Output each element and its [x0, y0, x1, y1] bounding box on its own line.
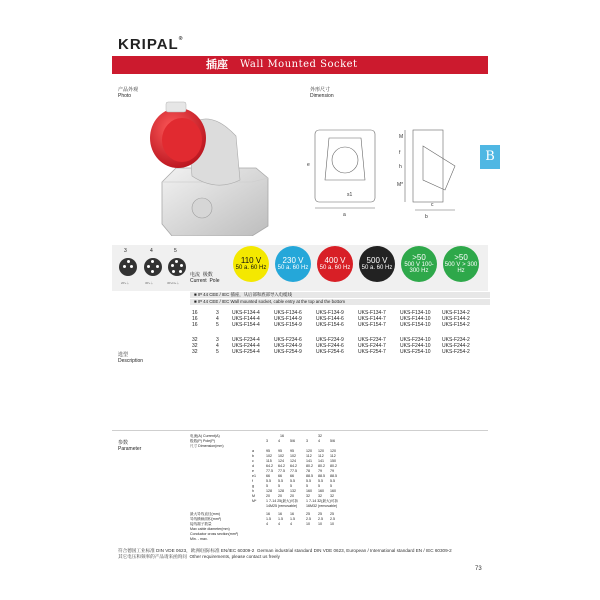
param-value: 2.5 — [318, 517, 323, 521]
product-photo — [144, 96, 276, 236]
legend-3p: 2P+⏚ — [121, 281, 130, 285]
param-value: 5 — [278, 484, 280, 488]
amps-16: 16 — [280, 434, 284, 438]
order-code: UKS-F244-7 — [358, 343, 386, 349]
param-value: 20 — [266, 494, 270, 498]
param-value: 80.2 — [318, 464, 325, 468]
description-label-zh: 选型 — [118, 352, 129, 358]
param-value: 16 — [278, 512, 282, 516]
param-value: 95 — [290, 449, 294, 453]
param-value: 128 — [278, 489, 284, 493]
order-code: UKS-F144-9 — [274, 316, 302, 322]
brand-logo — [118, 36, 183, 53]
param-key: Max cable diameter(mm) — [190, 527, 230, 531]
order-code: UKS-F244-9 — [274, 343, 302, 349]
param-size-text: 尺寸 Dimension(mm) — [190, 444, 224, 448]
dim-letter-e: e — [307, 162, 310, 168]
code-pole: 5 — [216, 322, 219, 328]
brand-name: KRIPAL — [118, 36, 179, 53]
param-value: 128 — [266, 489, 272, 493]
dimension-label-en: Dimension — [310, 93, 334, 99]
order-code: UKS-F254-7 — [358, 349, 386, 355]
param-value: 25 — [318, 512, 322, 516]
param-value: 1 7-14 32(最大)可拆 — [306, 499, 338, 503]
param-value: 79 — [318, 469, 322, 473]
param-value: 88.5 — [306, 474, 313, 478]
param-value: 1.5 — [266, 517, 271, 521]
param-value: 2.5 — [306, 517, 311, 521]
param-value: 124 — [290, 459, 296, 463]
voltage-gt50-b-hz: 500 V > 300 Hz — [444, 262, 478, 274]
title-zh: 插座 — [206, 58, 228, 71]
legend-4p: 3P+⏚ — [145, 281, 154, 285]
param-value: 5 — [290, 484, 292, 488]
title-bar — [112, 56, 488, 74]
parameter-table — [190, 434, 360, 542]
param-value: 64.2 — [290, 464, 297, 468]
code-pole: 4 — [216, 316, 219, 322]
param-value: 132 — [290, 489, 296, 493]
param-value: 16M32 (removable) — [306, 504, 338, 508]
param-key: 接线端子数量 — [190, 522, 212, 526]
param-key: Conductor cross section(mm²) — [190, 532, 239, 536]
param-value: 10 — [330, 522, 334, 526]
param-cable-rows — [190, 512, 360, 542]
order-code: UKS-F134-10 — [400, 310, 431, 316]
dim-letter-f: f — [399, 150, 401, 156]
current-pole-label — [190, 272, 219, 284]
order-code: UKS-F244-2 — [442, 343, 470, 349]
order-code: UKS-F144-6 — [316, 316, 344, 322]
footer-zh1: 符合德国工业标准 DIN VDE 0623，欧洲/国际标准 EN/IEC 60309-2 — [118, 548, 255, 553]
plug-4p-icon — [144, 258, 162, 276]
code-amps: 32 — [192, 349, 198, 355]
param-key: h — [252, 489, 254, 493]
param-value: 150 — [330, 459, 336, 463]
order-code: UKS-F134-6 — [274, 310, 302, 316]
param-value: 4 — [290, 522, 292, 526]
order-code: UKS-F234-7 — [358, 337, 386, 343]
param-value: 160 — [330, 489, 336, 493]
param-key: c — [252, 459, 254, 463]
order-code: UKS-F234-10 — [400, 337, 431, 343]
param-value: 79 — [330, 469, 334, 473]
param-value: 4 — [266, 522, 268, 526]
spec-zh: ■ IP 44 CEE / IEC 插座，从后部和底部导入电缆线 — [190, 292, 490, 298]
param-value: 77.5 — [278, 469, 285, 473]
order-code: UKS-F244-6 — [316, 343, 344, 349]
param-value: 2.5 — [330, 517, 335, 521]
page-number: 73 — [475, 566, 482, 572]
param-value: 80.2 — [306, 464, 313, 468]
param-value: 141 — [306, 459, 312, 463]
voltage-gt50-a — [401, 246, 437, 282]
pole-en: Pole — [209, 278, 220, 284]
code-amps: 16 — [192, 310, 198, 316]
voltage-110-value: 110 V — [240, 256, 262, 265]
footer — [118, 548, 488, 560]
param-value: 102 — [266, 454, 272, 458]
param-value: 5.5 — [266, 479, 271, 483]
param-value: 88.5 — [318, 474, 325, 478]
footer-zh2: 其它电压和频率的产品请来函询问 — [118, 554, 187, 559]
param-key: Min. - max. — [190, 537, 208, 541]
voltage-230-value: 230 V — [282, 256, 304, 265]
order-code: UKS-F134-7 — [358, 310, 386, 316]
dim-letter-mstar: M* — [397, 182, 404, 188]
voltage-400 — [317, 246, 353, 282]
param-value: 112 — [330, 454, 336, 458]
amps-32: 32 — [318, 434, 322, 438]
description-label — [118, 352, 143, 364]
param-value: 124 — [278, 459, 284, 463]
param-head-pole-label: 极数(P) Pole(P) — [190, 439, 215, 443]
dim-letter-m: M — [399, 134, 404, 140]
param-value: 1.5 — [278, 517, 283, 521]
code-amps: 16 — [192, 322, 198, 328]
order-code: UKS-F244-10 — [400, 343, 431, 349]
order-code: UKS-F254-4 — [232, 349, 260, 355]
param-value: 5.5 — [278, 479, 283, 483]
order-code: UKS-F244-4 — [232, 343, 260, 349]
param-head-current-label: 电流(A) Current(A) — [190, 434, 220, 438]
param-value: 112 — [306, 454, 312, 458]
title-en: Wall Mounted Socket — [240, 59, 358, 70]
order-code: UKS-F144-2 — [442, 316, 470, 322]
param-value: 10 — [306, 522, 310, 526]
voltage-230-hz: 50 a. 60 Hz — [277, 265, 309, 271]
photo-label-zh: 产品外观 — [118, 87, 139, 93]
code-pole: 5 — [216, 349, 219, 355]
param-value: 66 — [290, 474, 294, 478]
param-value: 120 — [318, 449, 324, 453]
dim-letter-h: h — [399, 164, 402, 170]
legend-5p: 3P+N+⏚ — [167, 281, 180, 285]
parameter-label — [118, 440, 141, 452]
param-value: 5.5 — [290, 479, 295, 483]
dim-letter-a: a — [343, 212, 346, 218]
param-row — [190, 537, 360, 542]
param-value: 64.2 — [278, 464, 285, 468]
param-value: 32 — [330, 494, 334, 498]
param-row — [190, 504, 360, 509]
param-key: a — [252, 449, 254, 453]
order-code: UKS-F134-2 — [442, 310, 470, 316]
dimension-label-zh: 外形尺寸 — [310, 87, 331, 93]
param-value: 25 — [306, 512, 310, 516]
code-amps: 32 — [192, 337, 198, 343]
registered-mark: ® — [178, 36, 184, 42]
voltage-gt50-b-value: >50 — [454, 253, 468, 262]
parameter-label-zh: 参数 — [118, 440, 129, 446]
param-value: 95 — [266, 449, 270, 453]
param-key: g — [252, 484, 254, 488]
pole-col-3: 5/6 — [290, 439, 295, 443]
param-value: 25 — [330, 512, 334, 516]
parameter-label-en: Parameter — [118, 446, 142, 452]
param-dimension-rows — [190, 449, 360, 509]
current-zh: 电流 — [190, 272, 201, 278]
code-amps: 32 — [192, 343, 198, 349]
param-value: 88.5 — [330, 474, 337, 478]
param-value: 20 — [290, 494, 294, 498]
param-value: 102 — [278, 454, 284, 458]
code-amps: 16 — [192, 316, 198, 322]
dim-letter-b: b — [425, 214, 428, 220]
param-value: 115 — [266, 459, 272, 463]
order-code: UKS-F154-4 — [232, 322, 260, 328]
plug-5p-icon — [168, 258, 186, 276]
plug-3p-icon — [119, 258, 137, 276]
param-value: 160 — [318, 489, 324, 493]
param-value: 160 — [306, 489, 312, 493]
order-code: UKS-F254-9 — [274, 349, 302, 355]
pole-zh: 极数 — [202, 272, 213, 278]
order-code: UKS-F154-9 — [274, 322, 302, 328]
param-value: 10 — [318, 522, 322, 526]
pin-5: 5 — [174, 248, 177, 254]
param-value: 112 — [318, 454, 324, 458]
order-code: UKS-F254-6 — [316, 349, 344, 355]
spec-en: ■ IP 44 CEE / IEC Wall mounted socket, cable entry at the top and the bottom — [190, 299, 490, 305]
order-code: UKS-F144-10 — [400, 316, 431, 322]
param-value: 20 — [278, 494, 282, 498]
voltage-gt50-b — [443, 246, 479, 282]
param-value: 5.5 — [306, 479, 311, 483]
order-code: UKS-F234-6 — [274, 337, 302, 343]
param-value: 1 7-14 25(最大)可拆 — [266, 499, 298, 503]
param-value: 77.5 — [290, 469, 297, 473]
dimension-label — [310, 87, 334, 99]
current-en: Current — [190, 278, 207, 284]
order-code: UKS-F144-7 — [358, 316, 386, 322]
param-value: 16 — [266, 512, 270, 516]
voltage-230 — [275, 246, 311, 282]
param-value: 16 — [290, 512, 294, 516]
order-code: UKS-F144-4 — [232, 316, 260, 322]
voltage-110-hz: 50 a. 60 Hz — [235, 265, 267, 271]
param-key: M* — [252, 499, 257, 503]
order-code: UKS-F154-10 — [400, 322, 431, 328]
photo-label — [118, 87, 138, 99]
pin-4: 4 — [150, 248, 153, 254]
param-value: 32 — [306, 494, 310, 498]
pole-col-4: 3 — [306, 439, 308, 443]
section-tab: B — [480, 145, 500, 169]
param-value: 5.5 — [330, 479, 335, 483]
dim-letter-s1: s1 — [347, 192, 353, 198]
param-key: f — [252, 479, 253, 483]
param-value: 102 — [290, 454, 296, 458]
param-value: 95 — [278, 449, 282, 453]
param-value: 78 — [306, 469, 310, 473]
footer-en2: Other requirements, please contact us freely — [189, 554, 280, 559]
order-code: UKS-F234-9 — [316, 337, 344, 343]
voltage-110 — [233, 246, 269, 282]
order-code: UKS-F134-4 — [232, 310, 260, 316]
pole-col-1: 3 — [266, 439, 268, 443]
param-key: 最大导线直径(mm) — [190, 512, 220, 516]
param-key: e1 — [252, 474, 256, 478]
param-value: 66 — [278, 474, 282, 478]
pin-3: 3 — [124, 248, 127, 254]
param-value: 5 — [306, 484, 308, 488]
photo-label-en: Photo — [118, 93, 132, 99]
voltage-400-value: 400 V — [324, 256, 346, 265]
param-value: 5 — [330, 484, 332, 488]
voltage-500 — [359, 246, 395, 282]
param-key: b — [252, 454, 254, 458]
param-value: 4 — [278, 522, 280, 526]
param-value: 77.5 — [266, 469, 273, 473]
param-value: 14M25 (removable) — [266, 504, 298, 508]
description-label-en: Description — [118, 358, 144, 364]
pole-col-2: 4 — [278, 439, 280, 443]
param-value: 5.5 — [318, 479, 323, 483]
param-value: 1.5 — [290, 517, 295, 521]
param-value: 80.2 — [330, 464, 337, 468]
footer-en1: German industrial standard DIN VDE 0623, European / International standard EN / IEC 60309-2 — [256, 548, 452, 553]
order-code: UKS-F154-6 — [316, 322, 344, 328]
param-value: 5 — [318, 484, 320, 488]
param-value: 64.2 — [266, 464, 273, 468]
dimension-drawing — [305, 110, 465, 230]
param-value: 66 — [266, 474, 270, 478]
order-code: UKS-F254-10 — [400, 349, 431, 355]
voltage-500-hz: 50 a. 60 Hz — [361, 265, 393, 271]
param-key: d — [252, 464, 254, 468]
order-code: UKS-F254-2 — [442, 349, 470, 355]
param-key: e — [252, 469, 254, 473]
order-code: UKS-F154-2 — [442, 322, 470, 328]
param-value: 120 — [330, 449, 336, 453]
param-key: M — [252, 494, 255, 498]
divider — [112, 430, 488, 431]
voltage-gt50-a-hz: 500 V 100-300 Hz — [404, 262, 434, 274]
code-pole: 3 — [216, 310, 219, 316]
param-key: 导线横截面积(mm²) — [190, 517, 222, 521]
order-code: UKS-F234-4 — [232, 337, 260, 343]
param-value: 120 — [306, 449, 312, 453]
param-value: 141 — [318, 459, 324, 463]
order-code: UKS-F234-2 — [442, 337, 470, 343]
dim-letter-c: c — [431, 202, 434, 208]
param-value: 5 — [266, 484, 268, 488]
pole-col-6: 5/6 — [330, 439, 335, 443]
order-code: UKS-F154-7 — [358, 322, 386, 328]
code-pole: 4 — [216, 343, 219, 349]
voltage-gt50-a-value: >50 — [412, 253, 426, 262]
voltage-400-hz: 50 a. 60 Hz — [319, 265, 351, 271]
param-value: 32 — [318, 494, 322, 498]
code-pole: 3 — [216, 337, 219, 343]
order-code: UKS-F134-9 — [316, 310, 344, 316]
pole-col-5: 4 — [318, 439, 320, 443]
voltage-500-value: 500 V — [366, 256, 388, 265]
